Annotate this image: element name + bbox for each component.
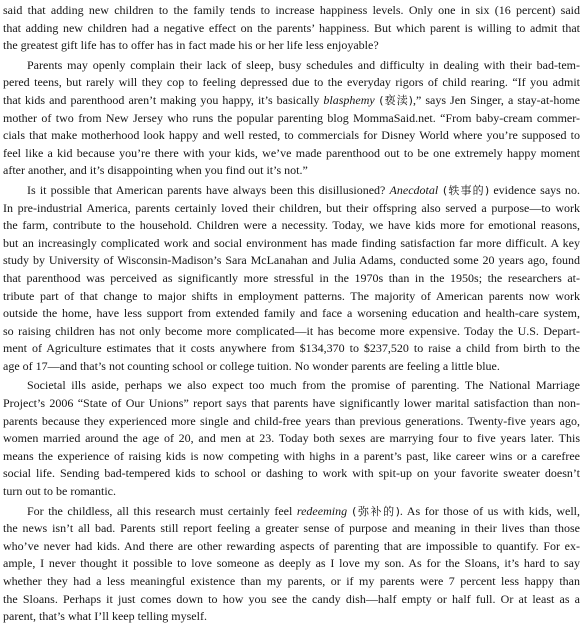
paragraph-societal-ills [3, 377, 580, 500]
chinese-gloss: (弥补的) [347, 504, 400, 518]
italic-term: blasphemy [323, 92, 375, 107]
text-line: whether they had a less meaningful existence than my parents, or if my parents were 7 percent less happy than [3, 574, 580, 588]
text-line: age of 17—and that’s not counting school or college tuition. No wonder parents are feeling a little blue. [3, 358, 500, 373]
text-line: social life. Sending bad-tempered kids to school or dashing to work with spit-up on your favorite sweater doesn’t [3, 466, 580, 481]
chinese-gloss: (轶事的) [438, 183, 490, 197]
text-line: turn out to be romantic. [3, 484, 116, 499]
text-line: who’ve never had kids. And there are other rewarding aspects of parenting that are impossible to quantify. For ex- [3, 538, 580, 553]
text-line: Project’s 2006 “State of Our Unions” report says that parents have significantly lower marital satisfaction than non- [3, 396, 580, 411]
text-line: ment of Agriculture estimates that it costs anywhere from $134,370 to $237,520 to raise a child from birth to the [3, 341, 580, 356]
text-line: that adding new children had a negative effect on the parents’ happiness. But which parent is willing to admit that [3, 20, 580, 35]
paragraph-continuation [3, 2, 580, 55]
text-line: ample, I never thought it possible to love someone as deeply as I love my son. As for the Sloans, it’s hard to say [3, 556, 580, 571]
text-line: women married around the age of 20, and men at 23. Today both sexes are marrying four to five years later. This [3, 431, 580, 446]
text-line: the greatest gift life has to offer has in fact made his or her life less enjoyable? [3, 38, 379, 53]
paragraph-parents-complain [3, 57, 580, 180]
text-segment: that kids and parenthood aren’t making you happy, it’s basically [3, 92, 324, 107]
text-line: study by University of Wisconsin-Madison’s Sara McLanahan and Julia Adams, conducted some 20 years ago, found [3, 253, 580, 268]
text-line: the news isn’t all bad. Parents still report feeling a greater sense of purpose and meaning in their lives than those [3, 521, 580, 536]
italic-term: redeeming [296, 503, 348, 518]
text-line: Parents may openly complain their lack of sleep, busy schedules and difficulty in dealing with their bad-tem- [27, 57, 580, 72]
text-line: outside the home, have less support from extended family and face a worsening education and health-care system, [3, 306, 580, 321]
chinese-gloss: (亵渎) [374, 93, 413, 107]
text-line: parent, that’s what I’ll keep telling myself. [3, 609, 207, 624]
text-segment: evidence says no. [489, 182, 580, 197]
text-segment: For the childless, all this research must certainly feel [27, 503, 297, 518]
text-segment: . As for those of us with kids, well, [399, 503, 580, 518]
text-line: Societal ills aside, perhaps we also expect too much from the promise of parenting. The National Marriage [27, 378, 580, 393]
text-line [3, 503, 580, 521]
text-line: the farm, contribute to the household. Children were a necessity. Today, we have kids more for emotional reasons, [3, 218, 580, 233]
text-line: parents because they experienced more single and child-free years than previous generations. Twenty-five years ago, [3, 413, 580, 428]
text-line: so raising children has not only become more complicated—it has become more expensive. Today the U.S. Depart- [3, 323, 580, 338]
text-line: but an increasingly complicated work and social environment has made finding satisfaction far more difficult. A key [3, 235, 580, 250]
text-line: cials that make motherhood look happy and well rested, to commercials for Disney World where you’re supposed to [3, 128, 580, 143]
text-line [3, 92, 580, 110]
text-line: after another, and it’s disappointing when you find out it’s not.” [3, 163, 308, 178]
text-line: the Sloans. Perhaps it just comes down to how you see the candy dish—half empty or half full. Or at least as a [3, 591, 580, 606]
text-line: said that adding new children to the family tends to increase happiness levels. Only one in six (16 percent) said [3, 3, 580, 17]
text-line: tribute part of that change to major shifts in employment patterns. The majority of American parents now work [3, 288, 580, 303]
text-line [3, 182, 580, 200]
text-line: that parenthood was perceived as significantly more stressful in the 1970s than in the 1950s; the researchers at- [3, 270, 580, 285]
italic-term: Anecdotal [389, 182, 439, 197]
text-line: mother of two from New Jersey who runs the popular parenting blog MommaSaid.net. “From baby-cream commer- [3, 110, 580, 125]
text-line: feel like a kid because you’re there with your kids, we’ve made parenthood out to be one extremely happy moment [3, 145, 580, 160]
text-segment: Is it possible that American parents have always been this disillusioned? [27, 182, 390, 197]
text-line: means the experience of raising kids is now competing with highs in a parent’s past, like career wins or a carefree [3, 448, 580, 463]
text-line: In pre-industrial America, parents certainly loved their children, but their offspring also served a purpose—to work [3, 200, 580, 215]
paragraph-disillusioned [3, 182, 580, 376]
text-segment: ,” says Jen Singer, a stay-at-home [412, 92, 580, 107]
text-line: pered teens, but rarely will they cop to feeling depressed due to the everyday rigors of child rearing. “If you admit [3, 75, 580, 90]
paragraph-childless [3, 503, 580, 626]
